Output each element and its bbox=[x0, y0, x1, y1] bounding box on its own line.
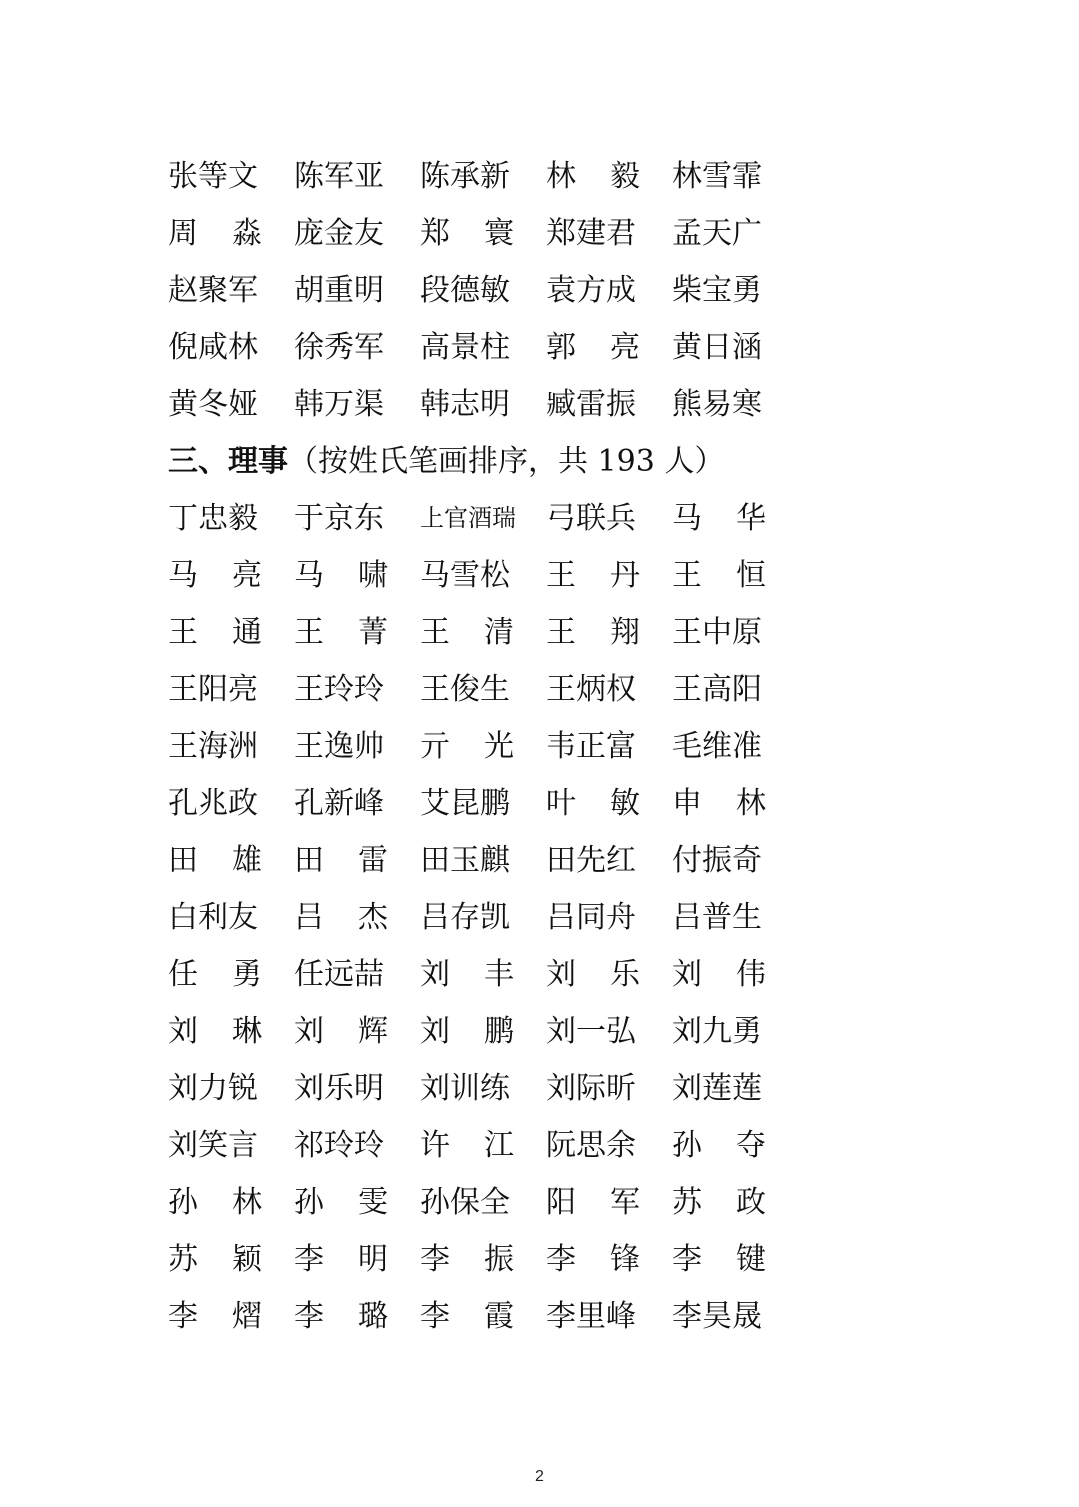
member-name: 孟天广 bbox=[672, 216, 762, 251]
name-row bbox=[168, 547, 798, 604]
member-name: 郭 亮 bbox=[546, 330, 640, 365]
member-name: 韩志明 bbox=[420, 387, 510, 422]
member-name: 黄日涵 bbox=[672, 330, 762, 365]
member-name: 马 啸 bbox=[294, 558, 388, 593]
member-name: 马 亮 bbox=[168, 558, 262, 593]
member-name: 赵聚军 bbox=[168, 273, 258, 308]
member-name: 郑建君 bbox=[546, 216, 636, 251]
member-name: 吕存凯 bbox=[420, 900, 510, 935]
member-name: 李 锋 bbox=[546, 1242, 640, 1277]
member-name: 田 雄 bbox=[168, 843, 262, 878]
name-row bbox=[168, 1003, 798, 1060]
name-row bbox=[168, 376, 798, 433]
member-name: 刘 丰 bbox=[420, 957, 514, 992]
member-name: 亓 光 bbox=[420, 729, 514, 764]
member-name: 王阳亮 bbox=[168, 672, 258, 707]
member-name: 孙 夺 bbox=[672, 1128, 766, 1163]
name-row bbox=[168, 604, 798, 661]
member-name: 陈军亚 bbox=[294, 159, 384, 194]
member-name: 王 通 bbox=[168, 615, 262, 650]
member-name: 刘莲莲 bbox=[672, 1071, 762, 1106]
member-name: 孙 林 bbox=[168, 1185, 262, 1220]
member-name: 李里峰 bbox=[546, 1299, 636, 1334]
member-name: 祁玲玲 bbox=[294, 1128, 384, 1163]
member-name: 周 淼 bbox=[168, 216, 262, 251]
member-name: 任 勇 bbox=[168, 957, 262, 992]
member-name: 王炳权 bbox=[546, 672, 636, 707]
member-name: 付振奇 bbox=[672, 843, 762, 878]
member-name: 李 键 bbox=[672, 1242, 766, 1277]
member-name: 王 清 bbox=[420, 615, 514, 650]
member-name: 王玲玲 bbox=[294, 672, 384, 707]
member-name: 陈承新 bbox=[420, 159, 510, 194]
member-name: 苏 政 bbox=[672, 1185, 766, 1220]
name-row bbox=[168, 832, 798, 889]
name-row bbox=[168, 1117, 798, 1174]
member-name: 孔兆政 bbox=[168, 786, 258, 821]
member-name: 申 林 bbox=[672, 786, 766, 821]
member-name: 李 熠 bbox=[168, 1299, 262, 1334]
member-name: 毛维准 bbox=[672, 729, 762, 764]
member-name: 任远喆 bbox=[294, 957, 384, 992]
member-name: 徐秀军 bbox=[294, 330, 384, 365]
section-note: （按姓氏笔画排序，共 193 人） bbox=[288, 444, 725, 479]
member-name: 上官酒瑞 bbox=[420, 504, 516, 532]
member-name: 于京东 bbox=[294, 501, 384, 536]
member-name: 孙 雯 bbox=[294, 1185, 388, 1220]
member-name: 丁忠毅 bbox=[168, 501, 258, 536]
member-name: 黄冬娅 bbox=[168, 387, 258, 422]
member-name: 艾昆鹏 bbox=[420, 786, 510, 821]
member-name: 王 翔 bbox=[546, 615, 640, 650]
section-heading bbox=[168, 433, 724, 490]
member-name: 柴宝勇 bbox=[672, 273, 762, 308]
name-row bbox=[168, 262, 798, 319]
member-name: 刘 鹏 bbox=[420, 1014, 514, 1049]
member-name: 郑 寰 bbox=[420, 216, 514, 251]
member-name: 张等文 bbox=[168, 159, 258, 194]
name-row bbox=[168, 1174, 798, 1231]
member-name: 倪咸林 bbox=[168, 330, 258, 365]
member-name: 刘 伟 bbox=[672, 957, 766, 992]
member-name: 马 华 bbox=[672, 501, 766, 536]
name-row bbox=[168, 661, 798, 718]
member-name: 刘际昕 bbox=[546, 1071, 636, 1106]
member-name: 高景柱 bbox=[420, 330, 510, 365]
member-name: 王逸帅 bbox=[294, 729, 384, 764]
name-row bbox=[168, 490, 798, 547]
member-name: 袁方成 bbox=[546, 273, 636, 308]
page-number: 2 bbox=[535, 1468, 544, 1485]
member-name: 段德敏 bbox=[420, 273, 510, 308]
member-name: 熊易寒 bbox=[672, 387, 762, 422]
name-row bbox=[168, 775, 798, 832]
member-name: 吕 杰 bbox=[294, 900, 388, 935]
member-name: 田先红 bbox=[546, 843, 636, 878]
member-name: 刘训练 bbox=[420, 1071, 510, 1106]
member-name: 李 霞 bbox=[420, 1299, 514, 1334]
member-name: 孔新峰 bbox=[294, 786, 384, 821]
member-name: 刘 琳 bbox=[168, 1014, 262, 1049]
member-name: 刘九勇 bbox=[672, 1014, 762, 1049]
member-name: 刘一弘 bbox=[546, 1014, 636, 1049]
name-row bbox=[168, 205, 798, 262]
member-name: 刘乐明 bbox=[294, 1071, 384, 1106]
director-name-list bbox=[168, 490, 798, 1345]
member-name: 阳 军 bbox=[546, 1185, 640, 1220]
member-name: 王 菁 bbox=[294, 615, 388, 650]
name-list-continued bbox=[168, 148, 798, 433]
member-name: 苏 颖 bbox=[168, 1242, 262, 1277]
name-row bbox=[168, 889, 798, 946]
member-name: 李昊晟 bbox=[672, 1299, 762, 1334]
member-name: 李 振 bbox=[420, 1242, 514, 1277]
member-name: 阮思余 bbox=[546, 1128, 636, 1163]
member-name: 刘 乐 bbox=[546, 957, 640, 992]
member-name: 王 丹 bbox=[546, 558, 640, 593]
member-name: 白利友 bbox=[168, 900, 258, 935]
member-name: 胡重明 bbox=[294, 273, 384, 308]
member-name: 田 雷 bbox=[294, 843, 388, 878]
name-row bbox=[168, 319, 798, 376]
member-name: 孙保全 bbox=[420, 1185, 510, 1220]
member-name: 吕普生 bbox=[672, 900, 762, 935]
member-name: 王高阳 bbox=[672, 672, 762, 707]
name-row bbox=[168, 946, 798, 1003]
member-name: 韦正富 bbox=[546, 729, 636, 764]
member-name: 马雪松 bbox=[420, 558, 510, 593]
member-name: 田玉麒 bbox=[420, 843, 510, 878]
section-title: 三、理事 bbox=[168, 444, 288, 479]
member-name: 王 恒 bbox=[672, 558, 766, 593]
name-row bbox=[168, 148, 798, 205]
member-name: 刘笑言 bbox=[168, 1128, 258, 1163]
member-name: 林 毅 bbox=[546, 159, 640, 194]
member-name: 李 明 bbox=[294, 1242, 388, 1277]
member-name: 刘力锐 bbox=[168, 1071, 258, 1106]
member-name: 林雪霏 bbox=[672, 159, 762, 194]
member-name: 王海洲 bbox=[168, 729, 258, 764]
member-name: 李 璐 bbox=[294, 1299, 388, 1334]
member-name: 王俊生 bbox=[420, 672, 510, 707]
name-row bbox=[168, 1060, 798, 1117]
member-name: 刘 辉 bbox=[294, 1014, 388, 1049]
member-name: 吕同舟 bbox=[546, 900, 636, 935]
member-name: 韩万渠 bbox=[294, 387, 384, 422]
member-name: 臧雷振 bbox=[546, 387, 636, 422]
name-row bbox=[168, 1231, 798, 1288]
member-name: 弓联兵 bbox=[546, 501, 636, 536]
member-name: 许 江 bbox=[420, 1128, 514, 1163]
member-name: 叶 敏 bbox=[546, 786, 640, 821]
member-name: 庞金友 bbox=[294, 216, 384, 251]
member-name: 王中原 bbox=[672, 615, 762, 650]
name-row bbox=[168, 718, 798, 775]
name-row bbox=[168, 1288, 798, 1345]
